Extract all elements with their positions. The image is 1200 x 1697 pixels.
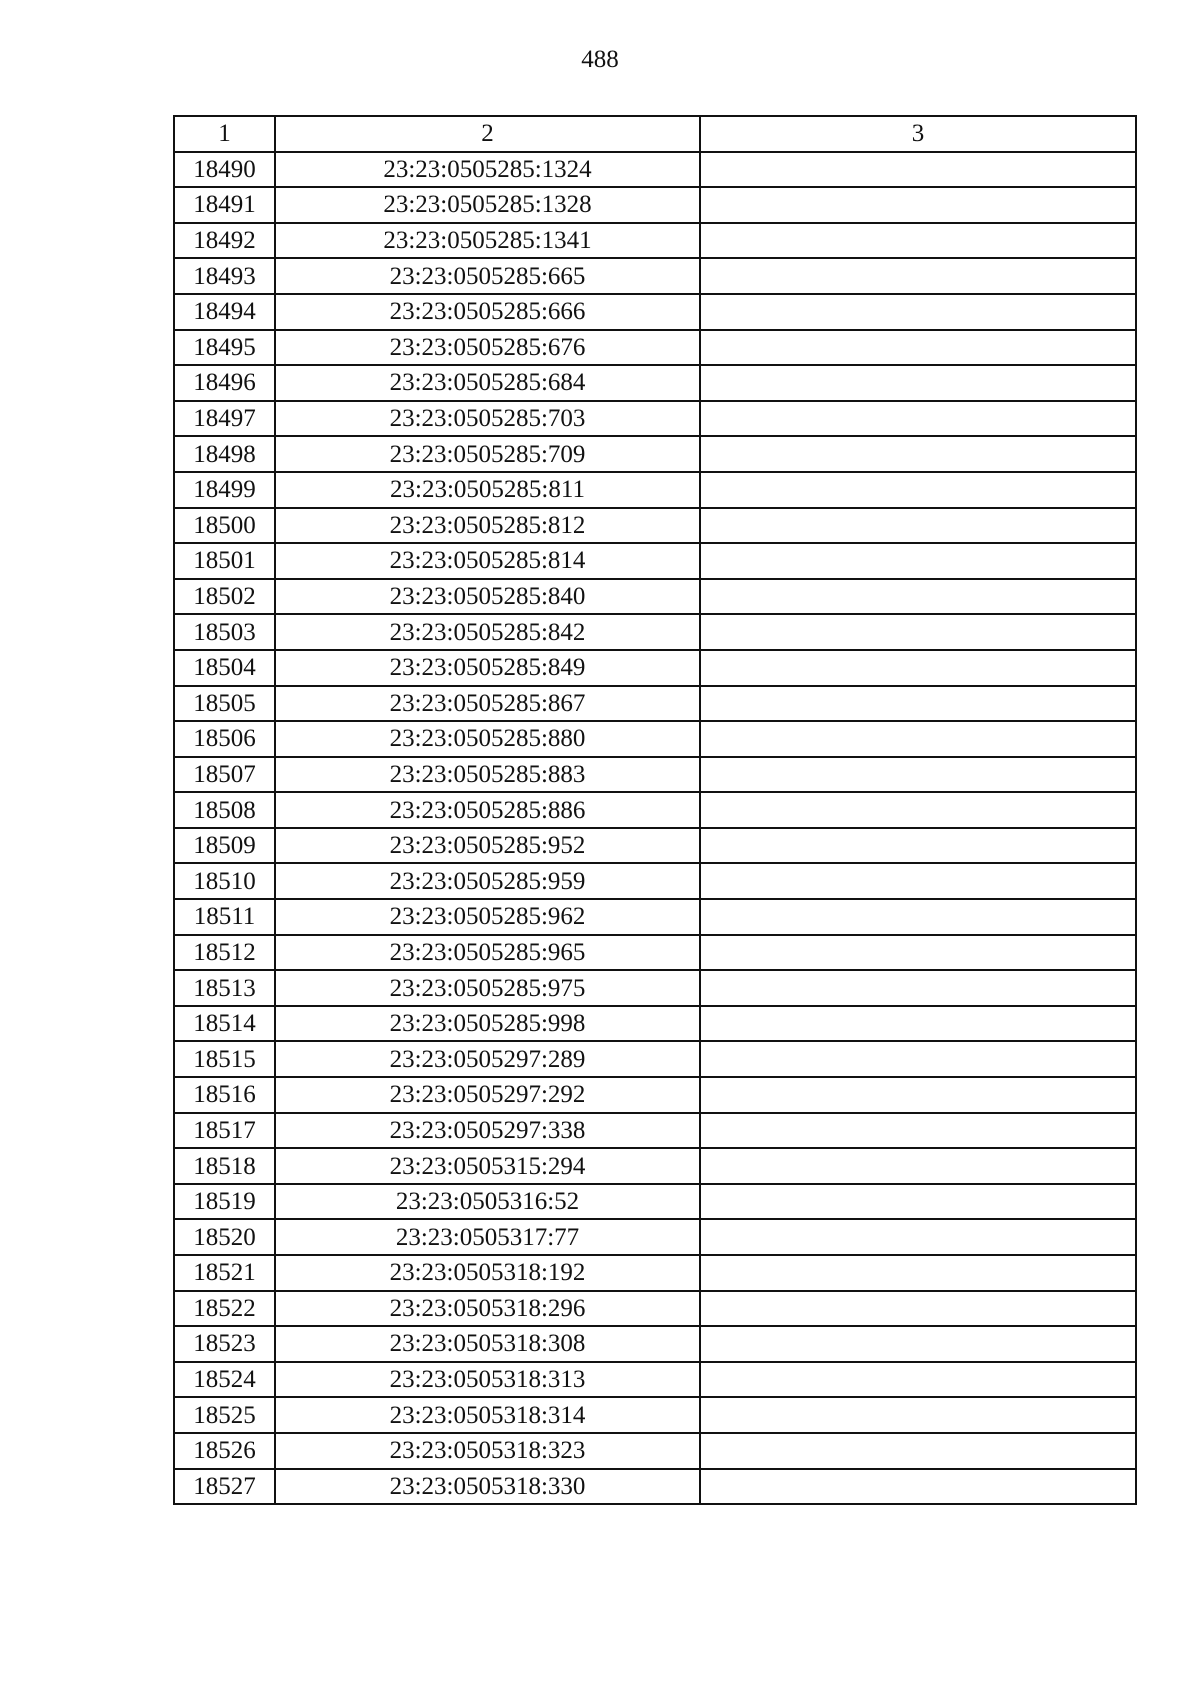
table-row <box>174 1255 1136 1291</box>
note-cell <box>700 1077 1136 1113</box>
row-number-cell: 18520 <box>174 1219 275 1255</box>
cadastral-number-cell: 23:23:0505297:289 <box>275 1041 700 1077</box>
table-row <box>174 1219 1136 1255</box>
table-row <box>174 686 1136 722</box>
cadastral-number-cell: 23:23:0505285:962 <box>275 899 700 935</box>
cadastral-number-cell: 23:23:0505285:849 <box>275 650 700 686</box>
row-number-cell: 18522 <box>174 1291 275 1327</box>
row-number-cell: 18495 <box>174 330 275 366</box>
table-row <box>174 401 1136 437</box>
cadastral-number-cell: 23:23:0505285:1324 <box>275 152 700 188</box>
table-row <box>174 935 1136 971</box>
row-number-cell: 18507 <box>174 757 275 793</box>
cadastral-number-cell: 23:23:0505285:952 <box>275 828 700 864</box>
note-cell <box>700 863 1136 899</box>
note-cell <box>700 543 1136 579</box>
row-number-cell: 18527 <box>174 1469 275 1505</box>
cadastral-number-cell: 23:23:0505285:965 <box>275 935 700 971</box>
table-row <box>174 1148 1136 1184</box>
note-cell <box>700 757 1136 793</box>
note-cell <box>700 294 1136 330</box>
row-number-cell: 18518 <box>174 1148 275 1184</box>
note-cell <box>700 935 1136 971</box>
cadastral-number-cell: 23:23:0505285:867 <box>275 686 700 722</box>
note-cell <box>700 686 1136 722</box>
note-cell <box>700 1113 1136 1149</box>
cadastral-number-cell: 23:23:0505285:959 <box>275 863 700 899</box>
note-cell <box>700 330 1136 366</box>
cadastral-number-cell: 23:23:0505285:840 <box>275 579 700 615</box>
note-cell <box>700 650 1136 686</box>
table-row <box>174 579 1136 615</box>
row-number-cell: 18505 <box>174 686 275 722</box>
table-row <box>174 330 1136 366</box>
table-row <box>174 1326 1136 1362</box>
note-cell <box>700 1006 1136 1042</box>
row-number-cell: 18508 <box>174 792 275 828</box>
table-row <box>174 1041 1136 1077</box>
cadastral-number-cell: 23:23:0505285:998 <box>275 1006 700 1042</box>
row-number-cell: 18515 <box>174 1041 275 1077</box>
row-number-cell: 18502 <box>174 579 275 615</box>
table-row <box>174 1113 1136 1149</box>
note-cell <box>700 508 1136 544</box>
cadastral-number-cell: 23:23:0505285:975 <box>275 970 700 1006</box>
table-row <box>174 1397 1136 1433</box>
row-number-cell: 18506 <box>174 721 275 757</box>
note-cell <box>700 1326 1136 1362</box>
cadastral-number-cell: 23:23:0505317:77 <box>275 1219 700 1255</box>
table-row <box>174 792 1136 828</box>
cadastral-number-cell: 23:23:0505318:313 <box>275 1362 700 1398</box>
row-number-cell: 18499 <box>174 472 275 508</box>
cadastral-number-cell: 23:23:0505315:294 <box>275 1148 700 1184</box>
cadastral-number-cell: 23:23:0505318:330 <box>275 1469 700 1505</box>
note-cell <box>700 1469 1136 1505</box>
table-row <box>174 899 1136 935</box>
table-header <box>174 116 1136 152</box>
cadastral-number-cell: 23:23:0505285:703 <box>275 401 700 437</box>
column-header-1: 1 <box>174 116 275 152</box>
row-number-cell: 18493 <box>174 258 275 294</box>
table-row <box>174 863 1136 899</box>
note-cell <box>700 721 1136 757</box>
row-number-cell: 18501 <box>174 543 275 579</box>
table-row <box>174 1291 1136 1327</box>
table-row <box>174 757 1136 793</box>
row-number-cell: 18496 <box>174 365 275 401</box>
note-cell <box>700 1291 1136 1327</box>
cadastral-number-cell: 23:23:0505285:1328 <box>275 187 700 223</box>
note-cell <box>700 1219 1136 1255</box>
cadastral-number-cell: 23:23:0505285:814 <box>275 543 700 579</box>
cadastral-number-cell: 23:23:0505285:709 <box>275 436 700 472</box>
row-number-cell: 18516 <box>174 1077 275 1113</box>
table-row <box>174 258 1136 294</box>
table-row <box>174 650 1136 686</box>
cadastral-number-cell: 23:23:0505285:880 <box>275 721 700 757</box>
cadastral-number-cell: 23:23:0505285:842 <box>275 614 700 650</box>
note-cell <box>700 472 1136 508</box>
note-cell <box>700 1041 1136 1077</box>
table-row <box>174 543 1136 579</box>
note-cell <box>700 579 1136 615</box>
table-row <box>174 614 1136 650</box>
row-number-cell: 18512 <box>174 935 275 971</box>
note-cell <box>700 365 1136 401</box>
cadastral-number-cell: 23:23:0505285:811 <box>275 472 700 508</box>
note-cell <box>700 899 1136 935</box>
cadastral-number-cell: 23:23:0505285:883 <box>275 757 700 793</box>
cadastral-number-cell: 23:23:0505318:323 <box>275 1433 700 1469</box>
table-row <box>174 187 1136 223</box>
note-cell <box>700 152 1136 188</box>
table-row <box>174 721 1136 757</box>
cadastral-number-cell: 23:23:0505316:52 <box>275 1184 700 1220</box>
note-cell <box>700 828 1136 864</box>
note-cell <box>700 1148 1136 1184</box>
note-cell <box>700 970 1136 1006</box>
cadastral-number-cell: 23:23:0505285:665 <box>275 258 700 294</box>
table-row <box>174 1077 1136 1113</box>
cadastral-number-cell: 23:23:0505285:1341 <box>275 223 700 259</box>
row-number-cell: 18491 <box>174 187 275 223</box>
row-number-cell: 18524 <box>174 1362 275 1398</box>
row-number-cell: 18517 <box>174 1113 275 1149</box>
cadastral-number-cell: 23:23:0505285:886 <box>275 792 700 828</box>
table-row <box>174 436 1136 472</box>
table-row <box>174 223 1136 259</box>
row-number-cell: 18494 <box>174 294 275 330</box>
row-number-cell: 18514 <box>174 1006 275 1042</box>
cadastral-number-cell: 23:23:0505297:292 <box>275 1077 700 1113</box>
table-row <box>174 828 1136 864</box>
row-number-cell: 18526 <box>174 1433 275 1469</box>
row-number-cell: 18503 <box>174 614 275 650</box>
cadastral-register-table <box>173 115 1137 1505</box>
note-cell <box>700 1397 1136 1433</box>
table-row <box>174 472 1136 508</box>
note-cell <box>700 436 1136 472</box>
row-number-cell: 18523 <box>174 1326 275 1362</box>
row-number-cell: 18500 <box>174 508 275 544</box>
table-row <box>174 1362 1136 1398</box>
row-number-cell: 18511 <box>174 899 275 935</box>
column-header-3: 3 <box>700 116 1136 152</box>
note-cell <box>700 1184 1136 1220</box>
table-row <box>174 970 1136 1006</box>
row-number-cell: 18509 <box>174 828 275 864</box>
table-row <box>174 1469 1136 1505</box>
table-row <box>174 1006 1136 1042</box>
cadastral-number-cell: 23:23:0505285:684 <box>275 365 700 401</box>
row-number-cell: 18492 <box>174 223 275 259</box>
note-cell <box>700 187 1136 223</box>
table-header-row <box>174 116 1136 152</box>
column-header-2: 2 <box>275 116 700 152</box>
row-number-cell: 18504 <box>174 650 275 686</box>
table-row <box>174 508 1136 544</box>
row-number-cell: 18510 <box>174 863 275 899</box>
cadastral-number-cell: 23:23:0505285:676 <box>275 330 700 366</box>
table-body <box>174 152 1136 1505</box>
row-number-cell: 18521 <box>174 1255 275 1291</box>
cadastral-number-cell: 23:23:0505318:192 <box>275 1255 700 1291</box>
note-cell <box>700 1362 1136 1398</box>
row-number-cell: 18497 <box>174 401 275 437</box>
cadastral-number-cell: 23:23:0505285:666 <box>275 294 700 330</box>
note-cell <box>700 792 1136 828</box>
row-number-cell: 18490 <box>174 152 275 188</box>
row-number-cell: 18513 <box>174 970 275 1006</box>
table-row <box>174 1184 1136 1220</box>
note-cell <box>700 1255 1136 1291</box>
note-cell <box>700 258 1136 294</box>
row-number-cell: 18525 <box>174 1397 275 1433</box>
cadastral-number-cell: 23:23:0505318:296 <box>275 1291 700 1327</box>
row-number-cell: 18519 <box>174 1184 275 1220</box>
note-cell <box>700 223 1136 259</box>
page-number: 488 <box>581 46 619 73</box>
cadastral-number-cell: 23:23:0505297:338 <box>275 1113 700 1149</box>
cadastral-number-cell: 23:23:0505285:812 <box>275 508 700 544</box>
cadastral-number-cell: 23:23:0505318:308 <box>275 1326 700 1362</box>
table-row <box>174 152 1136 188</box>
table-row <box>174 365 1136 401</box>
cadastral-number-cell: 23:23:0505318:314 <box>275 1397 700 1433</box>
note-cell <box>700 1433 1136 1469</box>
note-cell <box>700 614 1136 650</box>
table-row <box>174 294 1136 330</box>
table-row <box>174 1433 1136 1469</box>
row-number-cell: 18498 <box>174 436 275 472</box>
note-cell <box>700 401 1136 437</box>
